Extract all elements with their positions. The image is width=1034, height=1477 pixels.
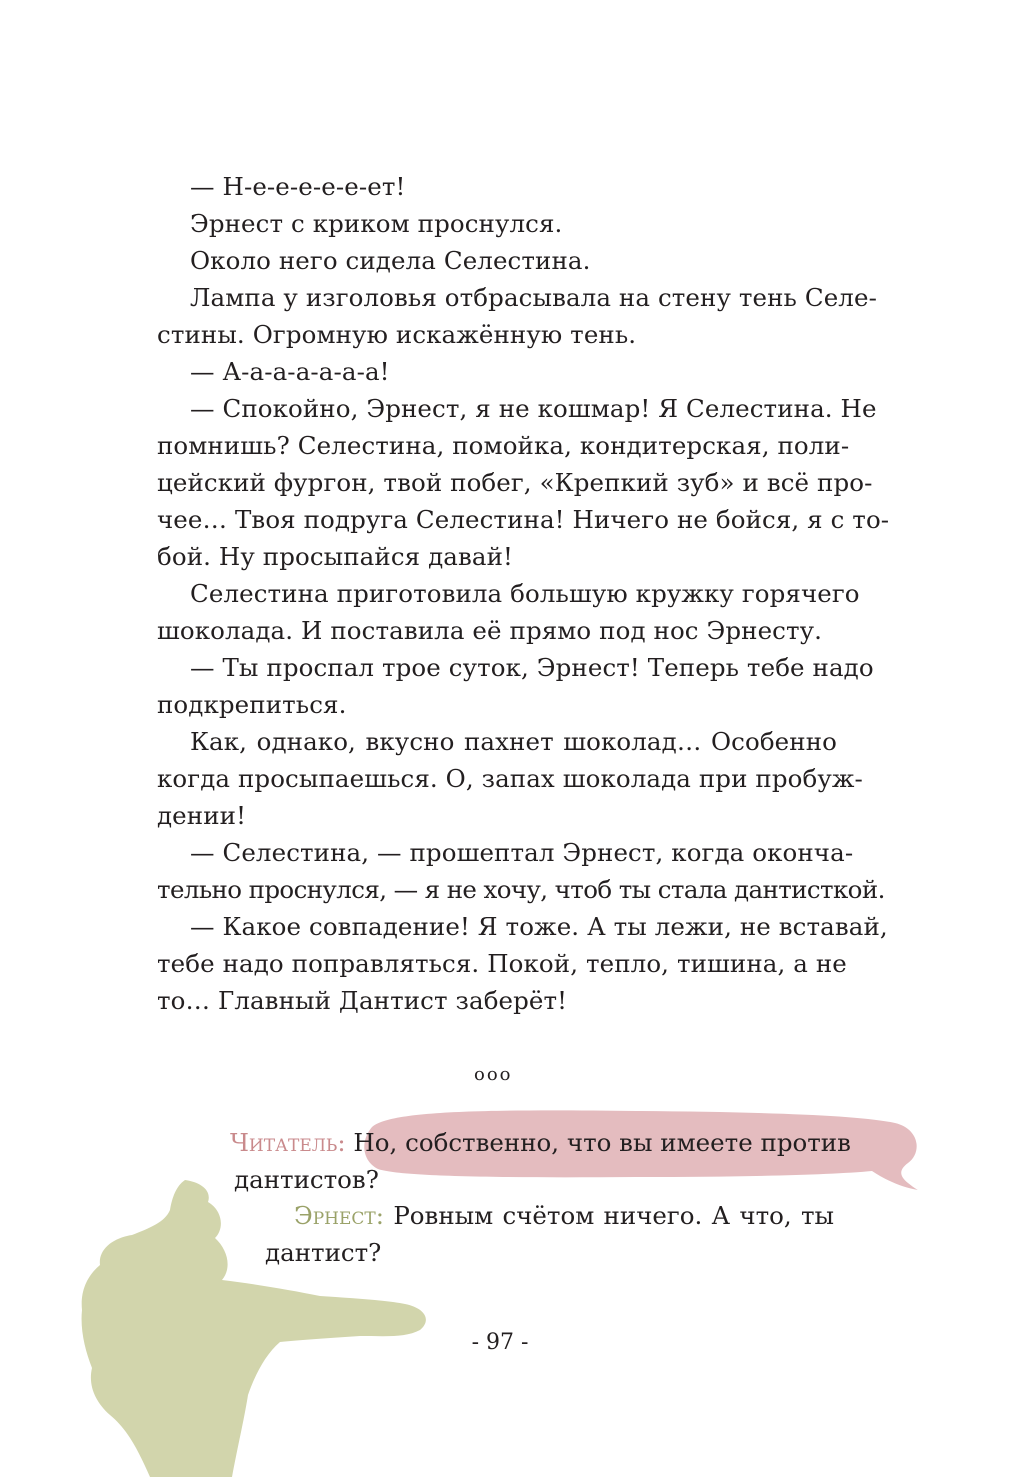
text-line: — А-а-а-а-а-а-а! (190, 357, 390, 386)
text-line: — Спокойно, Эрнест, я не кошмар! Я Селестина. Не (190, 394, 877, 423)
ernest-line-2: дантист? (265, 1238, 382, 1267)
text-line: дении! (157, 801, 247, 830)
text-line: — Селестина, — прошептал Эрнест, когда оконча- (190, 838, 854, 867)
text-line: стины. Огромную искажённую тень. (157, 320, 637, 349)
text-line: цейский фургон, твой побег, «Крепкий зуб» и всё про- (157, 468, 873, 497)
text-line: Около него сидела Селестина. (190, 246, 591, 275)
section-ornament: ооо (474, 1064, 513, 1085)
text-line: то… Главный Дантист заберёт! (157, 986, 568, 1015)
text-line: когда просыпаешься. О, запах шоколада при пробуж- (157, 764, 863, 793)
reader-text: Но, собственно, что вы имеете против (353, 1128, 851, 1157)
reader-label: Читатель: (230, 1128, 346, 1157)
reader-line-1 (230, 1124, 851, 1161)
ernest-line-1 (294, 1197, 834, 1234)
text-line: Эрнест с криком проснулся. (190, 209, 563, 238)
text-line: тебе надо поправляться. Покой, тепло, тишина, а не (157, 949, 847, 978)
ernest-label: Эрнест: (294, 1201, 385, 1230)
text-line: тельно проснулся, — я не хочу, чтоб ты стала дантисткой. (157, 875, 885, 904)
text-line: — Ты проспал трое суток, Эрнест! Теперь тебе надо (190, 653, 874, 682)
text-line: чее… Твоя подруга Селестина! Ничего не бойся, я с то- (157, 505, 890, 534)
text-line: — Какое совпадение! Я тоже. А ты лежи, не вставай, (190, 912, 888, 941)
text-line: — Н-е-е-е-е-е-ет! (190, 172, 406, 201)
text-line: Лампа у изголовья отбрасывала на стену тень Селе- (190, 283, 877, 312)
text-line: помнишь? Селестина, помойка, кондитерская, поли- (157, 431, 850, 460)
page-number: - 97 - (471, 1330, 529, 1355)
text-line: Селестина приготовила большую кружку горячего (190, 579, 860, 608)
text-line: шоколада. И поставила её прямо под нос Эрнесту. (157, 616, 823, 645)
reader-line-2: дантистов? (234, 1165, 379, 1194)
text-line: Как, однако, вкусно пахнет шоколад… Особенно (190, 727, 837, 756)
text-line: подкрепиться. (157, 690, 347, 719)
text-line: бой. Ну просыпайся давай! (157, 542, 513, 571)
ernest-text: Ровным счётом ничего. А что, ты (393, 1201, 834, 1230)
